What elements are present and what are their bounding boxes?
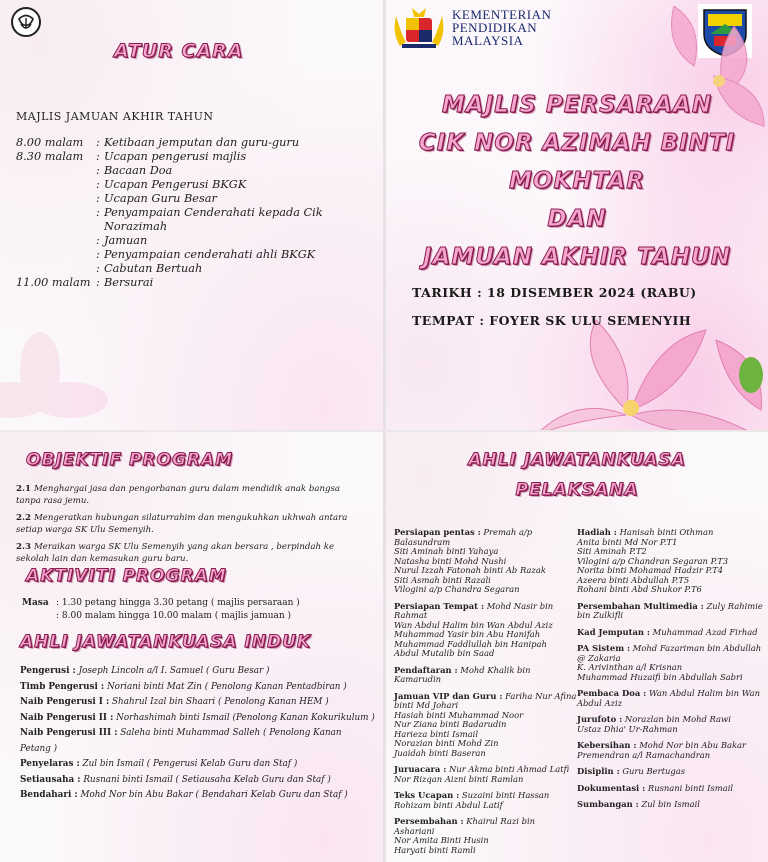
committee-role: Persiapan Tempat :	[394, 600, 485, 611]
schedule-row	[16, 248, 376, 262]
induk-role: Naib Pengerusi III :	[20, 728, 118, 738]
committee-group	[577, 628, 765, 638]
schedule-row	[16, 234, 376, 248]
committee-name: Mohd Nasir bin Rahmat	[394, 600, 554, 620]
schedule-row	[16, 178, 376, 192]
committee-group	[577, 689, 765, 708]
schedule-time	[16, 206, 96, 234]
masa-label: Masa	[22, 598, 49, 608]
schedule-colon: :	[96, 150, 100, 163]
schedule-activity: Ketibaan jemputan dan guru-guru	[104, 136, 300, 149]
schedule-list	[16, 136, 376, 290]
objektif-panel	[0, 432, 383, 862]
committee-name: Siti Asmah binti Razali	[394, 574, 491, 585]
committee-line	[577, 628, 765, 638]
government-crest-icon	[392, 6, 446, 50]
committee-line	[577, 767, 765, 777]
induk-member	[20, 726, 375, 757]
induk-member	[20, 664, 375, 680]
committee-name: Muhammad Yasir bin Abu Hanifah	[394, 629, 541, 639]
schedule-row	[16, 262, 376, 276]
committee-name: Mohd Nor bin Abu Bakar	[639, 740, 747, 750]
schedule-colon: :	[96, 234, 100, 247]
objektif-text: Mengeratkan hubungan silaturrahim dan mengukuhkan ukhwah antara setiap warga SK Ulu Semenyih.	[16, 513, 348, 535]
induk-name: Norhashimah binti Ismail (Penolong Kanan Kokurikulum )	[116, 712, 375, 723]
committee-name: Nor Amita Binti Husin	[394, 835, 489, 845]
committee-name: Guru Bertugas	[622, 766, 685, 776]
cover-panel	[386, 0, 768, 430]
committee-line	[577, 689, 765, 708]
title-line-1: MAJLIS PERSARAAN	[441, 92, 713, 118]
title-line-5: JAMUAN AKHIR TAHUN	[423, 244, 731, 270]
schedule-activity: Bersurai	[104, 276, 154, 289]
schedule-time	[16, 192, 96, 206]
committee-name: Premendran a/l Ramachandran	[577, 749, 711, 760]
committee-name: Natasha binti Mohd Nushi	[394, 555, 507, 566]
schedule-activity: Ucapan pengerusi majlis	[104, 150, 247, 163]
induk-role: Timb Pengerusi :	[20, 681, 105, 692]
ministry-name: KEMENTERIAN PENDIDIKAN MALAYSIA	[452, 7, 552, 48]
committee-name: Siti Aminah binti Yahaya	[394, 546, 499, 556]
schedule-colon: :	[96, 248, 100, 261]
atur-cara-subtitle: MAJLIS JAMUAN AKHIR TAHUN	[16, 110, 214, 123]
objektif-title: OBJEKTIF PROGRAM	[26, 450, 234, 470]
committee-group	[577, 715, 765, 734]
induk-name: Rusnani binti Ismail ( Setiausaha Kelab Guru dan Staf )	[83, 774, 331, 785]
schedule-colon: :	[96, 192, 100, 205]
objektif-text: Menghargai jasa dan pengorbanan guru dalam mendidik anak bangsa tanpa rasa jemu.	[16, 484, 341, 506]
event-date: TARIKH : 18 DISEMBER 2024 (RABU)	[412, 285, 697, 300]
committee-role: Juruacara :	[394, 764, 447, 774]
committee-name: Fariha Nur Afina binti Md Johari	[394, 690, 577, 710]
committee-role: Kebersihan :	[577, 740, 637, 750]
schedule-time	[16, 164, 96, 178]
committee-group	[394, 692, 578, 759]
induk-role: Naib Pengerusi II :	[20, 712, 114, 723]
committee-name: Zuly Rahimie bin Zulkifli	[577, 600, 763, 620]
schedule-row	[16, 164, 376, 178]
committee-role: Dokumentasi :	[577, 782, 646, 793]
schedule-row	[16, 136, 376, 150]
committee-name: Zul bin Ismail	[641, 799, 700, 809]
committee-group	[577, 784, 765, 794]
committee-line	[577, 644, 765, 663]
committee-group	[577, 528, 765, 595]
committee-name: Hasiah binti Muhammad Noor	[394, 709, 524, 720]
committee-name: Vilogini a/p Chandran Segaran P.T3	[577, 555, 729, 566]
committee-name: Muhammad Azad Firhad	[652, 626, 758, 637]
committee-name: Muhammad Huzaifi bin Abdullah Sabri	[577, 671, 743, 682]
committee-group	[394, 817, 578, 855]
induk-role: Naib Pengerusi I :	[20, 697, 110, 707]
induk-title: AHLI JAWATANKUASA INDUK	[20, 632, 312, 652]
committee-role: Jamuan VIP dan Guru :	[394, 690, 503, 701]
committee-group	[577, 767, 765, 777]
induk-member	[20, 680, 375, 696]
schedule-row	[16, 192, 376, 206]
flower-logo-icon	[10, 6, 42, 38]
induk-member	[20, 695, 375, 711]
induk-name: Shahrul Izal bin Shaari ( Penolong Kanan HEM )	[112, 697, 329, 707]
schedule-colon: :	[96, 136, 100, 149]
committee-name: Haryati binti Ramli	[394, 844, 476, 855]
objektif-item	[16, 513, 356, 536]
pelaksana-panel	[386, 432, 768, 862]
objektif-list	[16, 484, 356, 572]
aktiviti-title: AKTIVITI PROGRAM	[26, 566, 227, 586]
committee-group	[394, 791, 578, 810]
committee-group	[577, 644, 765, 682]
committee-group	[577, 800, 765, 810]
schedule-colon: :	[96, 262, 100, 275]
committee-name: Wan Abdul Halim bin Wan Abdul Aziz	[394, 619, 553, 630]
committee-role: PA Sistem :	[577, 643, 631, 653]
schedule-row	[16, 206, 376, 234]
atur-cara-panel	[0, 0, 383, 430]
pelaksana-left-column	[394, 528, 578, 862]
schedule-activity: Jamuan	[104, 234, 148, 247]
committee-name: Norita binti Mohamad Hadzir P.T4	[577, 565, 724, 575]
committee-role: Kad Jemputan :	[577, 626, 650, 637]
committee-line	[394, 602, 578, 621]
objektif-number: 2.3	[16, 542, 31, 553]
event-venue: TEMPAT : FOYER SK ULU SEMENYIH	[412, 313, 692, 328]
title-line-4: DAN	[547, 206, 607, 232]
schedule-row	[16, 150, 376, 164]
committee-name: Norazlan bin Mohd Rawi	[624, 714, 731, 724]
induk-name: Joseph Lincoln a/l I. Samuel ( Guru Besar )	[78, 666, 270, 676]
schedule-activity: Cabutan Bertuah	[104, 262, 203, 275]
committee-name: Mohd Khalik bin Kamarudin	[394, 664, 531, 684]
committee-group	[394, 602, 578, 659]
induk-member	[20, 711, 375, 727]
committee-name: Abdul Mutalib bin Saad	[394, 648, 495, 658]
schedule-colon: :	[96, 178, 100, 191]
induk-name: Noriani binti Mat Zin ( Penolong Kanan Pentadbiran )	[106, 681, 347, 692]
committee-role: Persembahan Multimedia :	[577, 600, 704, 611]
committee-line	[394, 817, 578, 836]
committee-role: Persembahan :	[394, 816, 464, 826]
schedule-activity: Penyampaian cenderahati ahli BKGK	[104, 248, 316, 261]
objektif-text: Meraikan warga SK Ulu Semenyih yang akan bersara , berpindah ke sekolah lain dan kemasukan guru baru.	[16, 542, 335, 564]
committee-name: Wan Abdul Halim bin Wan Abdul Aziz	[577, 688, 761, 708]
induk-name: Zul bin Ismail ( Pengerusi Kelab Guru dan Staf )	[82, 759, 298, 769]
committee-name: Siti Aminah P.T2	[577, 546, 647, 556]
induk-member	[20, 788, 375, 804]
objektif-number: 2.1	[16, 484, 31, 494]
committee-line	[394, 692, 578, 711]
objektif-item	[16, 542, 356, 565]
pelaksana-title-line-1: AHLI JAWATANKUASA	[468, 450, 686, 470]
schedule-time: 11.00 malam	[16, 276, 91, 289]
committee-name: Nur Akma binti Ahmad Latfi	[449, 764, 570, 774]
committee-group	[577, 741, 765, 760]
masa-row: : 8.00 malam hingga 10.00 malam ( majlis jamuan )	[56, 610, 292, 621]
committee-name: Norazian binti Mohd Zin	[394, 738, 499, 748]
induk-member	[20, 773, 375, 789]
committee-name: Juaidah binti Baseran	[394, 747, 486, 758]
committee-name: K. Arivinthan a/l Krisnan	[577, 662, 683, 672]
masa-row: : 1.30 petang hingga 3.30 petang ( majlis persaraan )	[56, 598, 300, 608]
schedule-time	[16, 178, 96, 192]
pelaksana-right-column	[577, 528, 765, 817]
committee-name: Khairul Razi bin Ashariani	[394, 816, 536, 836]
committee-name: Mohd Fazariman bin Abdullah @ Zakaria	[577, 643, 762, 663]
committee-role: Jurufoto :	[577, 714, 623, 724]
committee-role: Hadiah :	[577, 527, 617, 537]
induk-name: Mohd Nor bin Abu Bakar ( Bendahari Kelab Guru dan Staf )	[80, 790, 348, 800]
schedule-colon: :	[96, 206, 100, 219]
committee-group	[394, 666, 578, 685]
committee-line	[577, 784, 765, 794]
schedule-activity: Bacaan Doa	[104, 164, 173, 177]
committee-line	[577, 800, 765, 810]
title-line-3: MOKHTAR	[509, 168, 645, 194]
committee-line	[577, 602, 765, 621]
title-line-2: CIK NOR AZIMAH BINTI	[418, 130, 736, 156]
committee-line	[394, 528, 578, 547]
committee-group	[394, 765, 578, 784]
committee-name: Muhammad Faddlullah bin Hanipah	[394, 638, 547, 649]
committee-name: Vilogini a/p Chandra Segaran	[394, 584, 520, 594]
schedule-activity: Ucapan Pengerusi BKGK	[104, 178, 247, 191]
committee-role: Pembaca Doa :	[577, 688, 647, 698]
schedule-time: 8.30 malam	[16, 150, 84, 163]
committee-name: Ustaz Dhia' Ur-Rahman	[577, 723, 678, 734]
schedule-activity: Ucapan Guru Besar	[104, 192, 217, 205]
committee-name: Hanisah binti Othman	[619, 527, 714, 537]
induk-list	[20, 664, 375, 804]
objektif-item	[16, 484, 356, 507]
committee-name: Suzaini binti Hassan	[461, 790, 550, 800]
schedule-time	[16, 248, 96, 262]
schedule-colon: :	[96, 276, 100, 289]
induk-name: Saleha binti Muhammad Salleh ( Penolong Kanan Petang )	[20, 728, 342, 754]
schedule-colon: :	[96, 164, 100, 177]
committee-role: Disiplin :	[577, 766, 620, 776]
induk-role: Setiausaha :	[20, 774, 81, 785]
committee-role: Teks Ucapan :	[394, 790, 460, 800]
committee-group	[577, 602, 765, 621]
schedule-time: 8.00 malam	[16, 136, 84, 149]
committee-name: Premah a/p Balasundram	[394, 527, 533, 547]
committee-name: Rusnani binti Ismail	[647, 782, 734, 793]
schedule-time	[16, 234, 96, 248]
schedule-activity: Penyampaian Cenderahati kepada Cik Norazimah	[104, 206, 323, 233]
committee-group	[394, 528, 578, 595]
committee-role: Persiapan pentas :	[394, 527, 481, 537]
decorative-flower-icon	[0, 330, 110, 430]
schedule-row	[16, 276, 376, 290]
committee-name: Anita binti Md Nor P.T1	[577, 536, 678, 547]
committee-name: Harieza binti Ismail	[394, 728, 479, 739]
committee-name: Rohani binti Abd Shukor P.T6	[577, 584, 702, 594]
aktiviti-schedule	[22, 597, 300, 622]
objektif-number: 2.2	[16, 513, 31, 524]
committee-name: Nurul Izzah Fatonah binti Ab Razak	[394, 565, 546, 575]
committee-name: Rohizam binti Abdul Latif	[394, 799, 503, 810]
committee-role: Pendaftaran :	[394, 664, 458, 675]
committee-name: Azeera binti Abdullah P.T5	[577, 574, 690, 585]
induk-role: Penyelaras :	[20, 759, 80, 769]
atur-cara-title: ATUR CARA	[114, 40, 244, 62]
induk-role: Pengerusi :	[20, 666, 76, 676]
induk-role: Bendahari :	[20, 790, 78, 800]
committee-line	[394, 666, 578, 685]
pelaksana-title-line-2: PELAKSANA	[515, 480, 639, 500]
committee-name: Nur Ziana binti Badarudin	[394, 719, 507, 729]
schedule-time	[16, 262, 96, 276]
induk-member	[20, 757, 375, 773]
committee-role: Sumbangan :	[577, 799, 639, 809]
committee-name: Nor Rizqan Aizni binti Ramlan	[394, 773, 524, 784]
